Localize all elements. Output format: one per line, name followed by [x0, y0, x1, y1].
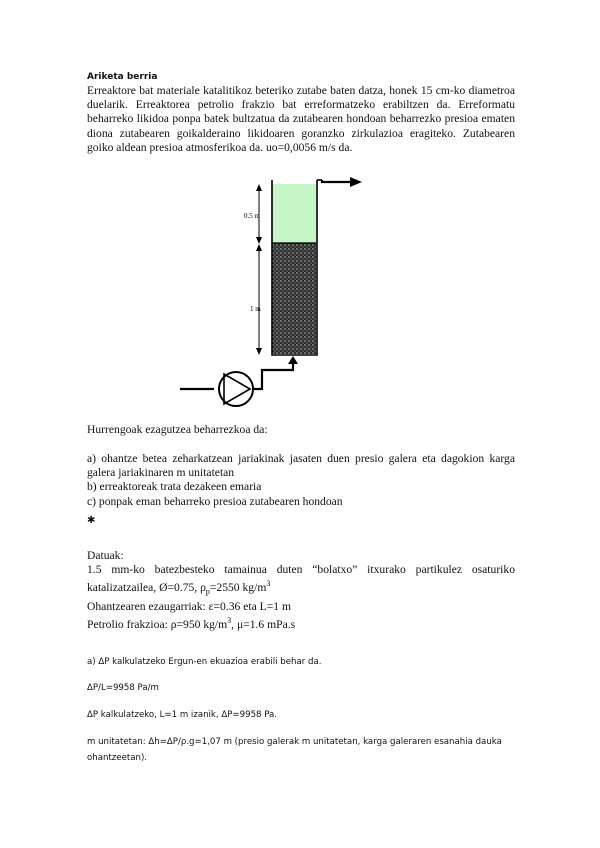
separator-mark: ✱ [87, 515, 96, 526]
task-intro: Hurrengoak ezagutzea beharrezkoa da: [87, 423, 268, 436]
problem-title: Ariketa berria [87, 72, 158, 82]
solution-line-3: ΔP kalkulatzeko, L=1 m izanik, ΔP=9958 Pa. [87, 710, 278, 720]
outlet-pipe [322, 180, 352, 182]
solution-line-4: m unitatetan: Δh=ΔP/ρ.g=1,07 m (presio galerak m unitatetan, karga galeraren esanahia dauka ohantzeetan). [87, 737, 502, 763]
problem-statement: Erreaktore bat materiale katalitikoz beteriko zutabe baten datza, honek 15 cm-ko diametroa duelarik. Erreaktorea petrolio frakzio bat erreformatzeko erabiltzen da. Erreformatu beharreko likidoa ponpa batek bultzatua da zutabearen hondoan beharrezko presioa ematen diona zutabearen goikalderaino likidoaren goranzko zirkulazioa eragiteko. Zutabearen goiko aldean presioa atmosferikoa da. uo=0,0056 m/s da. [87, 84, 515, 154]
solution-line-2: ΔP/L=9958 Pa/m [87, 683, 159, 693]
data-heading: Datuak: [87, 549, 124, 562]
question-b: b) erreaktoreak trata dezakeen emaria [87, 480, 262, 494]
feed-arrow-icon [288, 356, 298, 364]
question-list [87, 452, 515, 509]
dim-label-top: 0.5 m [244, 212, 260, 220]
catalyst-bed [272, 243, 316, 354]
feed-pipe [253, 362, 293, 389]
data-oil: Petrolio frakzioa: ρ=950 $kg/m^3$, μ=1.6 mPa.s [87, 615, 296, 631]
data-section [87, 549, 515, 632]
outlet-arrow-icon [350, 177, 362, 187]
data-bed: Ohantzearen ezaugarriak: ε=0.36 eta L=1 m [87, 599, 291, 613]
question-c: c) ponpak eman beharreko presioa zutabearen hondoan [87, 494, 343, 508]
data-catalyst: 1.5 mm-ko batezbesteko tamainua duten “bolatxo” itxurako partikulez osaturiko katalizatzailea, Ø=0.75, $\rho_p=2550$ $kg/m^3$ [87, 563, 515, 597]
solution-line-1: a) ΔP kalkulatzeko Ergun-en ekuazioa erabili behar da. [87, 657, 322, 667]
question-a: a) ohantze betea zeharkatzean jariakinak jasaten duen presio galera eta dagokion karga galera jariakinaren m unitatetan [87, 452, 515, 480]
dim-label-bed: 1 m [250, 305, 261, 313]
liquid-zone [272, 184, 316, 243]
